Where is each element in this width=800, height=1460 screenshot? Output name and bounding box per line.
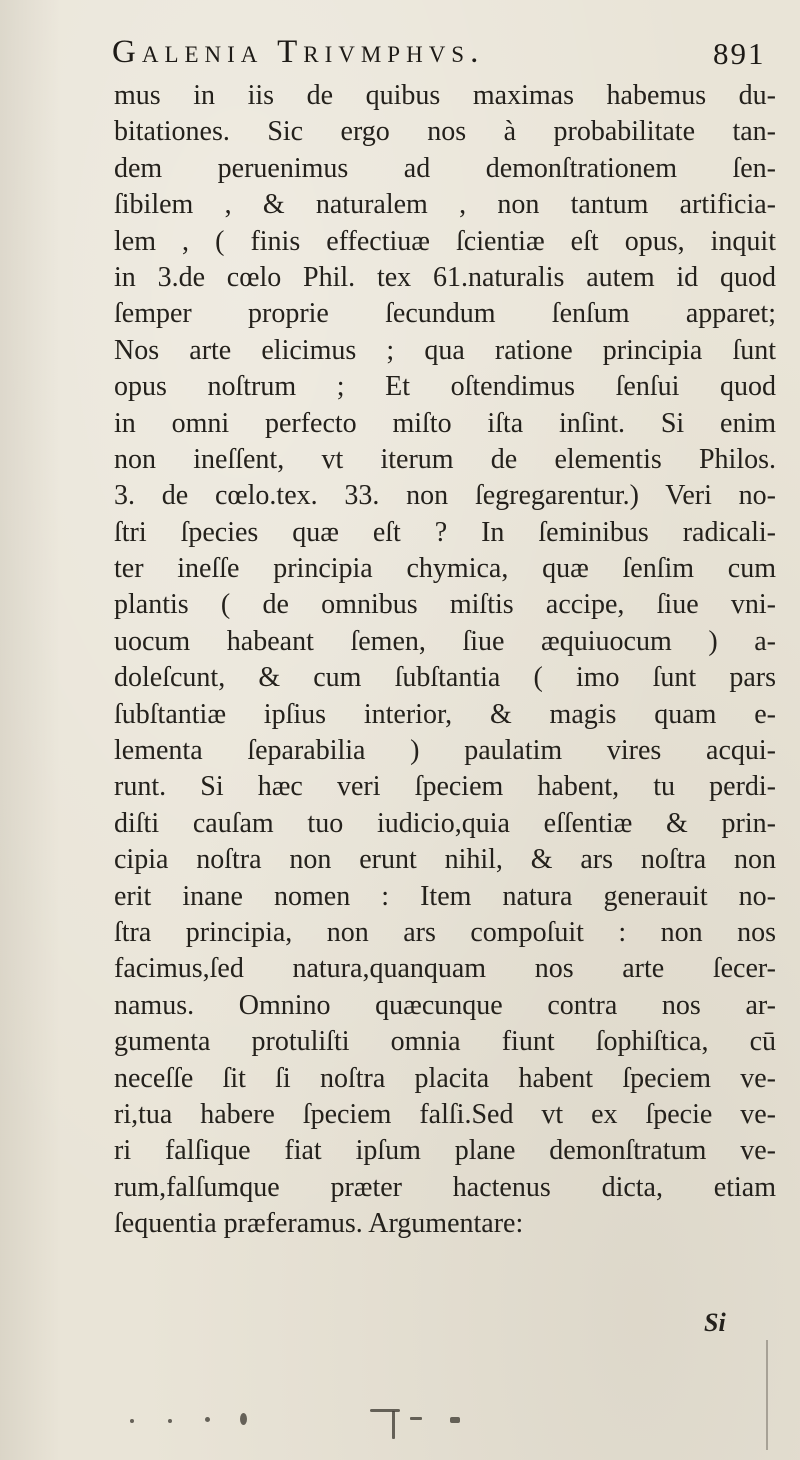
ink-dot: [450, 1417, 460, 1423]
text-line: 3. de cœlo.tex. 33. non ſegregarentur.) Veri no-: [114, 480, 776, 512]
text-line: ſtri ſpecies quæ eſt ? In ſeminibus radicali-: [114, 516, 776, 548]
text-line: ter ineſſe principia chymica, quæ ſenſim cum: [114, 553, 776, 585]
text-line: lementa ſeparabilia ) paulatim vires acqui-: [114, 735, 776, 767]
text-line: lem , ( finis effectiuæ ſcientiæ eſt opus, inquit: [114, 225, 776, 257]
text-line: plantis ( de omnibus miſtis accipe, ſiue vni-: [114, 589, 776, 621]
text-line: opus noſtrum ; Et oſtendimus ſenſui quod: [114, 371, 776, 403]
ink-dot: [240, 1413, 247, 1425]
text-line: ſibilem , & naturalem , non tantum artificia-: [114, 189, 776, 221]
text-line: neceſſe ſit ſi noſtra placita habent ſpeciem ve-: [114, 1062, 776, 1094]
ink-dot: [168, 1419, 172, 1423]
text-line: uocum habeant ſemen, ſiue æquiuocum ) a-: [114, 625, 776, 657]
page-header: [0, 30, 800, 80]
text-line: dem peruenimus ad demonſtrationem ſen-: [114, 152, 776, 184]
catchword: Si: [704, 1308, 726, 1337]
text-line: non ineſſent, vt iterum de elementis Philos.: [114, 443, 776, 475]
text-line: ri falſique fiat ipſum plane demonſtratum ve-: [114, 1135, 776, 1167]
text-line: ſequentia præferamus. Argumentare:: [114, 1208, 524, 1240]
text-line: diſti cauſam tuo iudicio,quia eſſentiæ & prin-: [114, 807, 776, 839]
text-line: mus in iis de quibus maximas habemus du-: [114, 80, 776, 111]
text-line: gumenta protuliſti omnia fiunt ſophiſtica, cū: [114, 1026, 776, 1058]
gutter-shadow: [0, 0, 60, 1460]
ink-dot: [370, 1409, 400, 1412]
ink-bleed-marks: [130, 1395, 550, 1445]
text-line: ſtra principia, non ars compoſuit : non nos: [114, 916, 776, 948]
ink-dot: [392, 1411, 395, 1439]
ink-dot: [130, 1419, 134, 1423]
text-line: Nos arte elicimus ; qua ratione principia ſunt: [114, 334, 776, 366]
text-line: rum,falſumque præter hactenus dicta, etiam: [114, 1171, 776, 1203]
text-line: cipia noſtra non erunt nihil, & ars noſtra non: [114, 844, 776, 876]
text-line: erit inane nomen : Item natura generauit no-: [114, 880, 776, 912]
text-line: doleſcunt, & cum ſubſtantia ( imo ſunt pars: [114, 662, 776, 694]
text-line: ri,tua habere ſpeciem falſi.Sed vt ex ſpecie ve-: [114, 1098, 776, 1130]
ink-dot: [205, 1417, 210, 1422]
text-line: in omni perfecto miſto iſta inſint. Si enim: [114, 407, 776, 439]
ink-dot: [410, 1417, 422, 1420]
text-line: ſemper proprie ſecundum ſenſum apparet;: [114, 298, 776, 330]
page-edge-mark: [766, 1340, 768, 1450]
text-line: runt. Si hæc veri ſpeciem habent, tu perdi-: [114, 771, 776, 803]
text-line: ſubſtantiæ ipſius interior, & magis quam e-: [114, 698, 776, 730]
running-head: Galenia Trivmphvs.: [112, 34, 485, 70]
text-line: in 3.de cœlo Phil. tex 61.naturalis autem id quod: [114, 261, 776, 293]
text-line: namus. Omnino quæcunque contra nos ar-: [114, 989, 776, 1021]
page-number: 891: [713, 36, 766, 71]
text-line: facimus,ſed natura,quanquam nos arte ſecer-: [114, 953, 776, 985]
text-line: bitationes. Sic ergo nos à probabilitate tan-: [114, 116, 776, 148]
body-text: [114, 78, 776, 1243]
